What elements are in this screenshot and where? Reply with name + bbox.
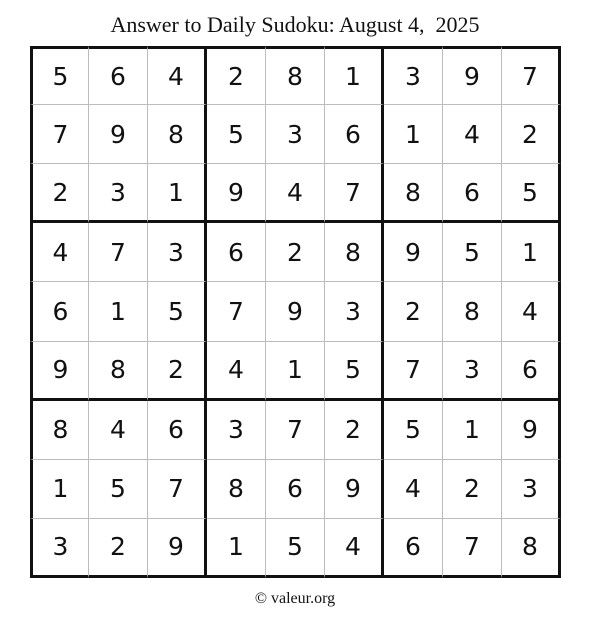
sudoku-cell[interactable]: 8: [207, 460, 266, 519]
sudoku-cell[interactable]: 7: [443, 519, 502, 578]
sudoku-cell[interactable]: 8: [30, 401, 89, 460]
sudoku-cell[interactable]: 3: [148, 223, 207, 282]
sudoku-cell[interactable]: 5: [148, 282, 207, 341]
sudoku-cell[interactable]: 4: [148, 46, 207, 105]
sudoku-board: [30, 46, 561, 578]
sudoku-cell[interactable]: 8: [266, 46, 325, 105]
sudoku-cell[interactable]: 3: [502, 460, 561, 519]
sudoku-cell[interactable]: 4: [443, 105, 502, 164]
sudoku-cell[interactable]: 6: [148, 401, 207, 460]
sudoku-cell[interactable]: 3: [443, 342, 502, 401]
sudoku-cell[interactable]: 2: [502, 105, 561, 164]
sudoku-cell[interactable]: 6: [207, 223, 266, 282]
sudoku-cell[interactable]: 6: [384, 519, 443, 578]
sudoku-cell[interactable]: 2: [443, 460, 502, 519]
sudoku-cell[interactable]: 4: [207, 342, 266, 401]
sudoku-cell[interactable]: 4: [266, 164, 325, 223]
sudoku-cell[interactable]: 7: [325, 164, 384, 223]
sudoku-cell[interactable]: 4: [384, 460, 443, 519]
sudoku-cell[interactable]: 5: [325, 342, 384, 401]
sudoku-cell[interactable]: 3: [266, 105, 325, 164]
sudoku-cell[interactable]: 7: [266, 401, 325, 460]
sudoku-cell[interactable]: 4: [325, 519, 384, 578]
sudoku-cell[interactable]: 2: [207, 46, 266, 105]
sudoku-cell[interactable]: 8: [148, 105, 207, 164]
sudoku-cell[interactable]: 6: [325, 105, 384, 164]
sudoku-cell[interactable]: 5: [443, 223, 502, 282]
sudoku-cell[interactable]: 4: [89, 401, 148, 460]
sudoku-cell[interactable]: 2: [148, 342, 207, 401]
sudoku-cell[interactable]: 4: [30, 223, 89, 282]
sudoku-cell[interactable]: 2: [325, 401, 384, 460]
sudoku-cell[interactable]: 3: [207, 401, 266, 460]
sudoku-cell[interactable]: 2: [30, 164, 89, 223]
sudoku-cell[interactable]: 3: [30, 519, 89, 578]
sudoku-cell[interactable]: 8: [502, 519, 561, 578]
sudoku-cell[interactable]: 5: [207, 105, 266, 164]
sudoku-cell[interactable]: 5: [89, 460, 148, 519]
sudoku-cell[interactable]: 2: [384, 282, 443, 341]
sudoku-cell[interactable]: 1: [148, 164, 207, 223]
sudoku-cell[interactable]: 7: [148, 460, 207, 519]
sudoku-cell[interactable]: 2: [266, 223, 325, 282]
sudoku-cell[interactable]: 1: [384, 105, 443, 164]
sudoku-cell[interactable]: 8: [443, 282, 502, 341]
sudoku-cell[interactable]: 6: [30, 282, 89, 341]
sudoku-cell[interactable]: 8: [325, 223, 384, 282]
sudoku-cell[interactable]: 7: [502, 46, 561, 105]
sudoku-cell[interactable]: 6: [443, 164, 502, 223]
copyright-footer: © valeur.org: [254, 590, 336, 607]
sudoku-cell[interactable]: 1: [30, 460, 89, 519]
sudoku-cell[interactable]: 8: [89, 342, 148, 401]
sudoku-cell[interactable]: 4: [502, 282, 561, 341]
sudoku-cell[interactable]: 6: [502, 342, 561, 401]
sudoku-cell[interactable]: 9: [266, 282, 325, 341]
sudoku-cell[interactable]: 7: [207, 282, 266, 341]
sudoku-cell[interactable]: 7: [30, 105, 89, 164]
sudoku-cell[interactable]: 1: [207, 519, 266, 578]
sudoku-cell[interactable]: 1: [89, 282, 148, 341]
sudoku-cell[interactable]: 6: [266, 460, 325, 519]
sudoku-cell[interactable]: 9: [502, 401, 561, 460]
sudoku-cell[interactable]: 5: [502, 164, 561, 223]
sudoku-cell[interactable]: 1: [443, 401, 502, 460]
sudoku-cell[interactable]: 9: [30, 342, 89, 401]
sudoku-cell[interactable]: 3: [325, 282, 384, 341]
sudoku-cell[interactable]: 5: [266, 519, 325, 578]
sudoku-cell[interactable]: 5: [30, 46, 89, 105]
sudoku-cell[interactable]: 9: [443, 46, 502, 105]
sudoku-cell[interactable]: 6: [89, 46, 148, 105]
sudoku-cell[interactable]: 9: [89, 105, 148, 164]
sudoku-cell[interactable]: 1: [502, 223, 561, 282]
sudoku-cell[interactable]: 9: [148, 519, 207, 578]
sudoku-cell[interactable]: 3: [384, 46, 443, 105]
sudoku-cell[interactable]: 9: [325, 460, 384, 519]
sudoku-cell[interactable]: 2: [89, 519, 148, 578]
sudoku-cell[interactable]: 9: [384, 223, 443, 282]
sudoku-cell[interactable]: 8: [384, 164, 443, 223]
sudoku-cell[interactable]: 7: [384, 342, 443, 401]
page-title: Answer to Daily Sudoku: August 4, 2025: [110, 12, 480, 37]
sudoku-cell[interactable]: 9: [207, 164, 266, 223]
sudoku-cell[interactable]: 3: [89, 164, 148, 223]
sudoku-cell[interactable]: 1: [325, 46, 384, 105]
sudoku-cell[interactable]: 5: [384, 401, 443, 460]
sudoku-cell[interactable]: 1: [266, 342, 325, 401]
sudoku-cell[interactable]: 7: [89, 223, 148, 282]
